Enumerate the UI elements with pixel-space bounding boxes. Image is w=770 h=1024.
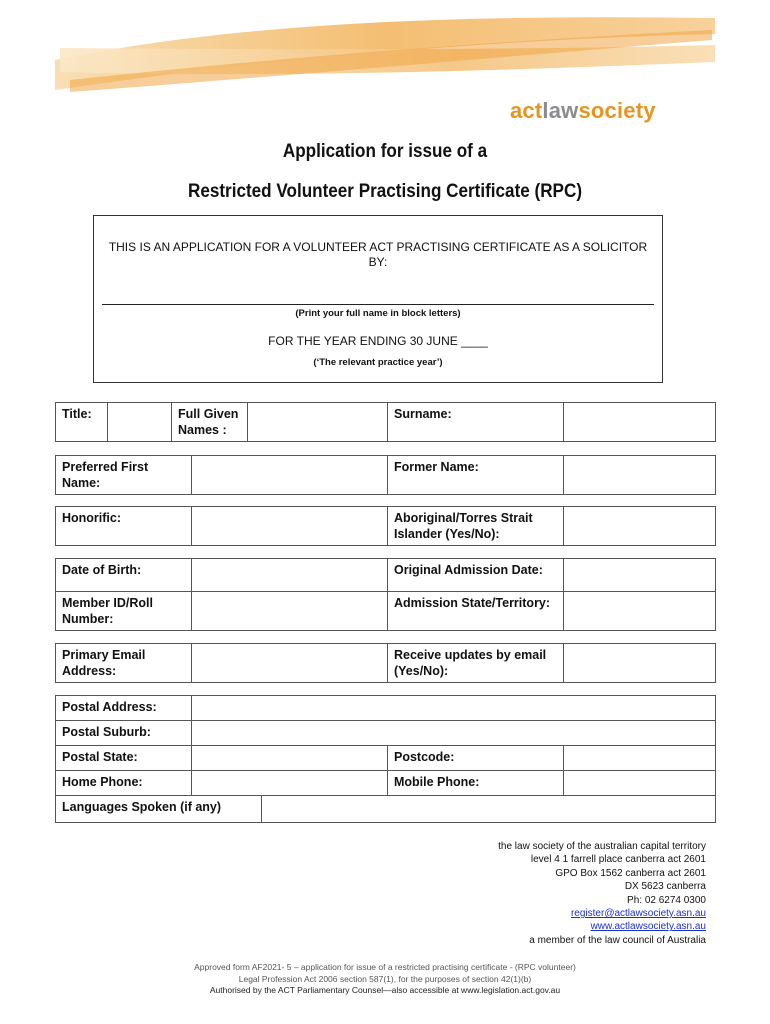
act-law-society-logo bbox=[510, 98, 656, 124]
email-table bbox=[55, 643, 716, 683]
name-signature-line[interactable] bbox=[102, 304, 654, 305]
statement-by: BY: bbox=[368, 255, 388, 269]
page-title-line1: Application for issue of a bbox=[282, 141, 488, 162]
aboriginal-field[interactable] bbox=[564, 507, 716, 546]
name-row-table bbox=[55, 402, 716, 442]
preferred-first-name-field[interactable] bbox=[192, 456, 388, 495]
address-line: level 4 1 farrell place canberra act 2601 bbox=[530, 854, 706, 866]
postcode-label: Postcode: bbox=[388, 746, 564, 771]
footer-line-3: Authorised by the ACT Parliamentary Counsel—also accessible at www.legislation.act.gov.au bbox=[209, 985, 561, 995]
admission-state-field[interactable] bbox=[564, 592, 716, 631]
original-admission-date-label: Original Admission Date: bbox=[388, 559, 564, 592]
postal-state-label: Postal State: bbox=[56, 746, 192, 771]
languages-field[interactable] bbox=[262, 796, 716, 823]
home-phone-label: Home Phone: bbox=[56, 771, 192, 796]
postal-address-label: Postal Address: bbox=[56, 696, 192, 721]
receive-updates-field[interactable] bbox=[564, 644, 716, 683]
header-banner bbox=[0, 0, 770, 100]
application-box bbox=[93, 215, 663, 383]
member-id-field[interactable] bbox=[192, 592, 388, 631]
full-given-names-field[interactable] bbox=[248, 403, 388, 442]
mobile-phone-field[interactable] bbox=[564, 771, 716, 796]
website-link[interactable]: www.actlawsociety.asn.au bbox=[590, 921, 706, 933]
logo-law: law bbox=[542, 98, 579, 123]
postal-state-field[interactable] bbox=[192, 746, 388, 771]
member-id-label: Member ID/Roll Number: bbox=[56, 592, 192, 631]
former-name-field[interactable] bbox=[564, 456, 716, 495]
surname-label: Surname: bbox=[388, 403, 564, 442]
address-phone: Ph: 02 6274 0300 bbox=[627, 894, 706, 906]
home-phone-field[interactable] bbox=[192, 771, 388, 796]
logo-society: society bbox=[578, 98, 656, 123]
admission-state-label: Admission State/Territory: bbox=[388, 592, 564, 631]
date-of-birth-label: Date of Birth: bbox=[56, 559, 192, 592]
preferred-name-table bbox=[55, 455, 716, 495]
footer-line-2: Legal Profession Act 2006 section 587(1), for the purposes of section 42(1)(b) bbox=[238, 973, 532, 984]
address-line: GPO Box 1562 canberra act 2601 bbox=[555, 867, 706, 879]
surname-field[interactable] bbox=[564, 403, 716, 442]
member-note: a member of the law council of Australia bbox=[529, 934, 706, 946]
year-ending-text: FOR THE YEAR ENDING 30 JUNE ____ bbox=[268, 334, 488, 348]
date-of-birth-field[interactable] bbox=[192, 559, 388, 592]
application-statement bbox=[94, 240, 662, 270]
honorific-label: Honorific: bbox=[56, 507, 192, 546]
form-footer bbox=[0, 962, 770, 997]
postal-table bbox=[55, 695, 716, 823]
honorific-field[interactable] bbox=[192, 507, 388, 546]
birth-member-table bbox=[55, 558, 716, 631]
title-label: Title: bbox=[56, 403, 108, 442]
name-hint: (Print your full name in block letters) bbox=[295, 308, 461, 319]
address-line: DX 5623 canberra bbox=[624, 881, 706, 893]
postal-suburb-field[interactable] bbox=[192, 721, 716, 746]
preferred-first-name-label: Preferred First Name: bbox=[56, 456, 192, 495]
register-email-link[interactable]: register@actlawsociety.asn.au bbox=[570, 908, 706, 920]
mobile-phone-label: Mobile Phone: bbox=[388, 771, 564, 796]
postal-suburb-label: Postal Suburb: bbox=[56, 721, 192, 746]
former-name-label: Former Name: bbox=[388, 456, 564, 495]
society-address bbox=[498, 840, 706, 947]
logo-act: act bbox=[510, 98, 543, 123]
footer-line-1: Approved form AF2021- 5 – application for issue of a restricted practising certificate - (RPC volunteer) bbox=[194, 962, 576, 972]
languages-label: Languages Spoken (if any) bbox=[56, 796, 262, 823]
original-admission-date-field[interactable] bbox=[564, 559, 716, 592]
receive-updates-label: Receive updates by email (Yes/No): bbox=[388, 644, 564, 683]
honorific-table bbox=[55, 506, 716, 546]
primary-email-label: Primary Email Address: bbox=[56, 644, 192, 683]
title-field[interactable] bbox=[108, 403, 172, 442]
primary-email-field[interactable] bbox=[192, 644, 388, 683]
full-given-names-label: Full Given Names : bbox=[172, 403, 248, 442]
postcode-field[interactable] bbox=[564, 746, 716, 771]
address-line: the law society of the australian capital territory bbox=[498, 841, 706, 852]
page-title-line2: Restricted Volunteer Practising Certificate (RPC) bbox=[187, 181, 583, 202]
aboriginal-label: Aboriginal/Torres Strait Islander (Yes/No): bbox=[388, 507, 564, 546]
statement-text: THIS IS AN APPLICATION FOR A VOLUNTEER ACT PRACTISING CERTIFICATE AS A SOLICITOR bbox=[108, 240, 648, 254]
relevant-year-hint: (‘The relevant practice year’) bbox=[313, 357, 443, 368]
postal-address-field[interactable] bbox=[192, 696, 716, 721]
